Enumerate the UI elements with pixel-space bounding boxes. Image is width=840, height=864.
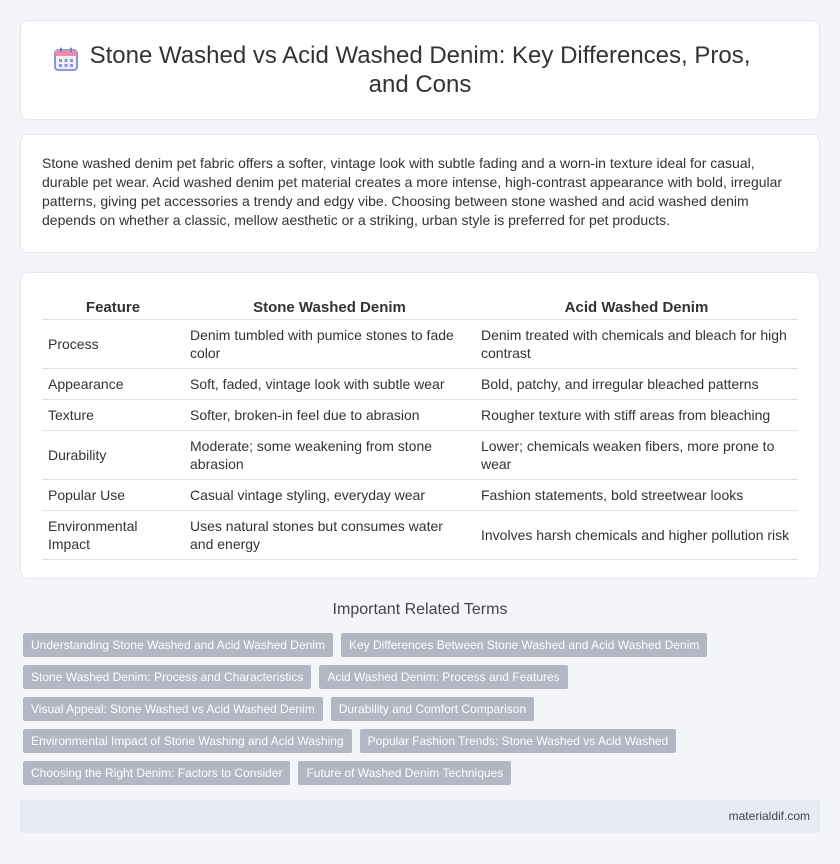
related-term-tag[interactable]: Choosing the Right Denim: Factors to Consider [23, 761, 290, 785]
related-terms-heading: Important Related Terms [332, 601, 508, 618]
row-stone-value: Soft, faded, vintage look with subtle wear [184, 369, 475, 400]
row-feature: Durability [42, 431, 184, 480]
row-stone-value: Uses natural stones but consumes water and energy [184, 511, 475, 560]
footer-site-link[interactable]: materialdif.com [728, 809, 810, 823]
page-title: Stone Washed vs Acid Washed Denim: Key Differences, Pros, and Cons [89, 42, 751, 98]
row-acid-value: Lower; chemicals weaken fibers, more prone to wear [475, 431, 798, 480]
header-acid-washed: Acid Washed Denim [475, 295, 798, 320]
row-feature: Environmental Impact [42, 511, 184, 560]
related-term-tag[interactable]: Environmental Impact of Stone Washing and Acid Washing [23, 729, 352, 753]
row-stone-value: Casual vintage styling, everyday wear [184, 480, 475, 511]
table-row [42, 369, 798, 400]
row-acid-value: Involves harsh chemicals and higher pollution risk [475, 511, 798, 560]
related-terms-list [23, 633, 823, 793]
row-feature: Appearance [42, 369, 184, 400]
row-acid-value: Rougher texture with stiff areas from bleaching [475, 400, 798, 431]
related-term-tag[interactable]: Key Differences Between Stone Washed and Acid Washed Denim [341, 633, 707, 657]
row-acid-value: Bold, patchy, and irregular bleached patterns [475, 369, 798, 400]
row-feature: Process [42, 320, 184, 369]
intro-card [20, 134, 820, 253]
table-row [42, 480, 798, 511]
footer-bar [20, 800, 820, 833]
related-term-tag[interactable]: Stone Washed Denim: Process and Characteristics [23, 665, 311, 689]
row-stone-value: Denim tumbled with pumice stones to fade color [184, 320, 475, 369]
comparison-card [20, 272, 820, 579]
related-term-tag[interactable]: Durability and Comfort Comparison [331, 697, 534, 721]
header-stone-washed: Stone Washed Denim [184, 295, 475, 320]
comparison-table [42, 295, 798, 560]
row-feature: Popular Use [42, 480, 184, 511]
table-row [42, 431, 798, 480]
table-row [42, 400, 798, 431]
row-acid-value: Fashion statements, bold streetwear looks [475, 480, 798, 511]
table-header-row [42, 295, 798, 320]
related-term-tag[interactable]: Popular Fashion Trends: Stone Washed vs Acid Washed [360, 729, 677, 753]
intro-paragraph: Stone washed denim pet fabric offers a softer, vintage look with subtle fading and a worn-in texture ideal for casual, durable pet wear. Acid washed denim pet material creates a more intense, high-contrast appearance with bold, irregular patterns, giving pet accessories a trendy and edgy vibe. Choosing between stone washed and acid washed denim depends on whether a classic, mellow aesthetic or a striking, urban style is preferred for pet products. [42, 155, 783, 228]
header-feature: Feature [42, 295, 184, 320]
table-row [42, 511, 798, 560]
related-term-tag[interactable]: Acid Washed Denim: Process and Features [319, 665, 567, 689]
row-stone-value: Moderate; some weakening from stone abrasion [184, 431, 475, 480]
table-row [42, 320, 798, 369]
header-card [20, 20, 820, 120]
row-stone-value: Softer, broken-in feel due to abrasion [184, 400, 475, 431]
related-term-tag[interactable]: Understanding Stone Washed and Acid Washed Denim [23, 633, 333, 657]
related-term-tag[interactable]: Visual Appeal: Stone Washed vs Acid Washed Denim [23, 697, 323, 721]
row-feature: Texture [42, 400, 184, 431]
row-acid-value: Denim treated with chemicals and bleach for high contrast [475, 320, 798, 369]
related-term-tag[interactable]: Future of Washed Denim Techniques [298, 761, 511, 785]
